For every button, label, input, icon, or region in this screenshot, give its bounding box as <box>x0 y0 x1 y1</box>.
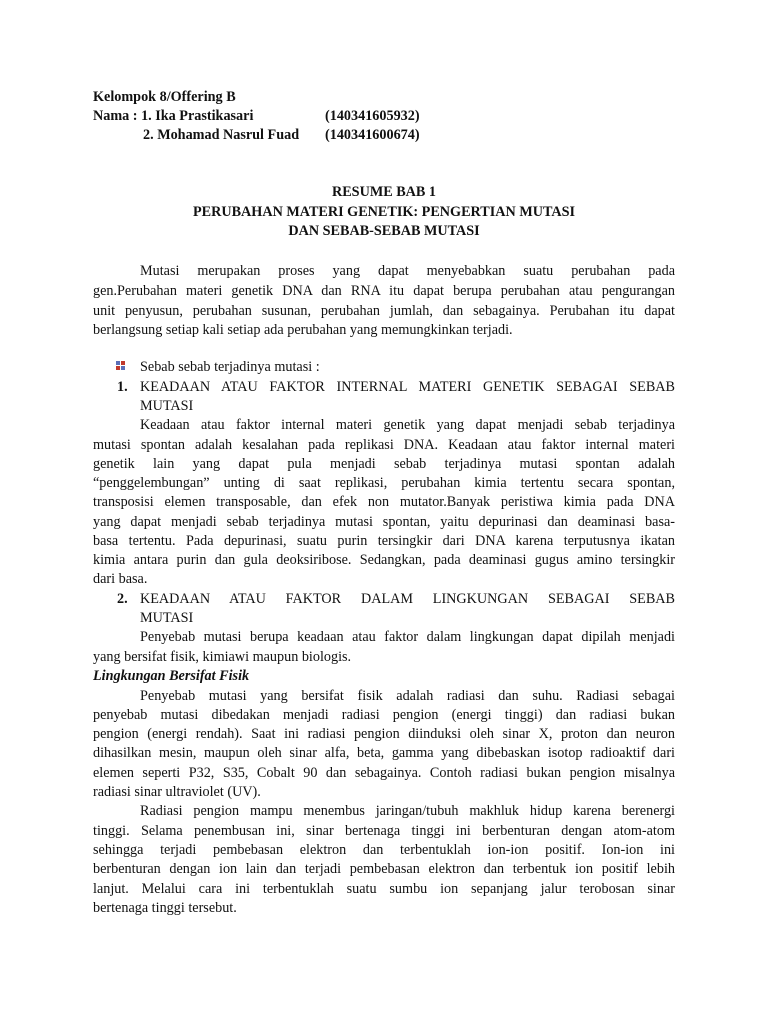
group-label: Kelompok 8/Offering B <box>93 89 236 105</box>
member-1-name: Nama : 1. Ika Prastikasari <box>93 108 254 124</box>
pengion-line: tinggi. Selama penembusan ini, sinar bertenaga tinggi ini berbenturan dengan atom-atom <box>93 823 675 839</box>
title-line-3: DAN SEBAB-SEBAB MUTASI <box>288 223 480 239</box>
member-1-id: (140341605932) <box>325 108 420 124</box>
section-1-line: yang dapat menjadi sebab terjadinya mutasi spontan, yaitu depurinasi dan deaminasi basa- <box>93 514 675 530</box>
member-2-name: 2. Mohamad Nasrul Fuad <box>143 127 300 143</box>
fisik-line: dihasilkan mesin, maupun oleh sinar alfa, beta, gamma yang dibebaskan isotop radioaktif dari <box>93 745 675 761</box>
intro-line: berlangsung setiap kali setiap ada perubahan yang memungkinkan terjadi. <box>93 322 513 338</box>
fisik-line: pengion (energi rendah). Saat ini radiasi pengion diinduksi oleh sinar X, proton dan neuron <box>93 726 675 742</box>
section-1-heading-cont: MUTASI <box>140 398 194 414</box>
section-2-heading: KEADAAN ATAU FAKTOR DALAM LINGKUNGAN SEBAGAI SEBAB <box>140 591 675 607</box>
fisik-line: penyebab mutasi dibedakan menjadi radiasi pengion (energi tinggi) dan radiasi bukan <box>93 707 675 723</box>
pengion-line: sehingga terjadi pembebasan elektron dan terbentuklah ion-ion positif. Ion-ion ini <box>93 842 675 858</box>
section-1-line: Keadaan atau faktor internal materi genetik yang dapat menjadi sebab terjadinya <box>140 417 675 433</box>
pengion-line: Radiasi pengion mampu menembus jaringan/tubuh makhluk hidup karena berenergi <box>140 803 675 819</box>
intro-line: gen.Perubahan materi genetik DNA dan RNA itu dapat berupa perubahan atau pengurangan <box>93 283 675 299</box>
bullet-text: Sebab sebab terjadinya mutasi : <box>140 359 320 375</box>
section-2-line: Penyebab mutasi berupa keadaan atau faktor dalam lingkungan dapat dipilah menjadi <box>140 629 675 645</box>
fisik-line: radiasi sinar ultraviolet (UV). <box>93 784 261 800</box>
section-2-number: 2. <box>117 591 128 607</box>
pengion-line: bertenaga tinggi tersebut. <box>93 900 237 916</box>
section-1-heading: KEADAAN ATAU FAKTOR INTERNAL MATERI GENETIK SEBAGAI SEBAB <box>140 379 675 395</box>
pengion-line: lanjut. Melalui cara ini terbentuklah suatu sumbu ion sepanjang jalur terobosan sinar <box>93 881 675 897</box>
pengion-line: berbenturan dengan ion lain dan terjadi pembebasan elektron dan terbentuk ion positif lebih <box>93 861 675 877</box>
subheading-fisik: Lingkungan Bersifat Fisik <box>93 668 250 684</box>
fisik-line: elemen seperti P32, S35, Cobalt 90 dan sebagainya. Contoh radiasi bukan pengion misalnya <box>93 765 675 781</box>
section-1-line: “penggelembungan” unting di saat replikasi, perubahan kimia tertentu secara spontan, <box>93 475 675 491</box>
intro-line: Mutasi merupakan proses yang dapat menyebabkan suatu perubahan pada <box>140 263 675 279</box>
intro-line: unit penyusun, perubahan susunan, perubahan jumlah, dan sebagainya. Perubahan itu dapat <box>93 303 675 319</box>
section-1-line: genetik lain yang dapat pula menjadi sebab terjadinya mutasi spontan adalah <box>93 456 675 472</box>
fisik-line: Penyebab mutasi yang bersifat fisik adalah radiasi dan suhu. Radiasi sebagai <box>140 688 675 704</box>
section-1-line: transposisi elemen transposable, dan efek non mutator.Banyak peristiwa kimia pada DNA <box>93 494 675 510</box>
bullet-arrow-icon <box>115 360 127 372</box>
section-1-line: mutasi spontan adalah kesalahan pada replikasi DNA. Keadaan atau faktor internal materi <box>93 437 675 453</box>
section-1-line: dari basa. <box>93 571 148 587</box>
section-1-line: basa tertentu. Pada depurinasi, suatu purin tersingkir dari DNA karena terputusnya ikatan <box>93 533 675 549</box>
section-1-line: kimia antara purin dan gula deoksiribose. Sedangkan, pada deaminasi gugus amino tersingkir <box>93 552 675 568</box>
title-line-1: RESUME BAB 1 <box>331 184 437 200</box>
member-2-id: (140341600674) <box>325 127 420 143</box>
section-2-line: yang bersifat fisik, kimiawi maupun biologis. <box>93 649 352 665</box>
section-1-number: 1. <box>117 379 128 395</box>
section-2-heading-cont: MUTASI <box>140 610 194 626</box>
title-line-2: PERUBAHAN MATERI GENETIK: PENGERTIAN MUTASI <box>192 204 576 220</box>
